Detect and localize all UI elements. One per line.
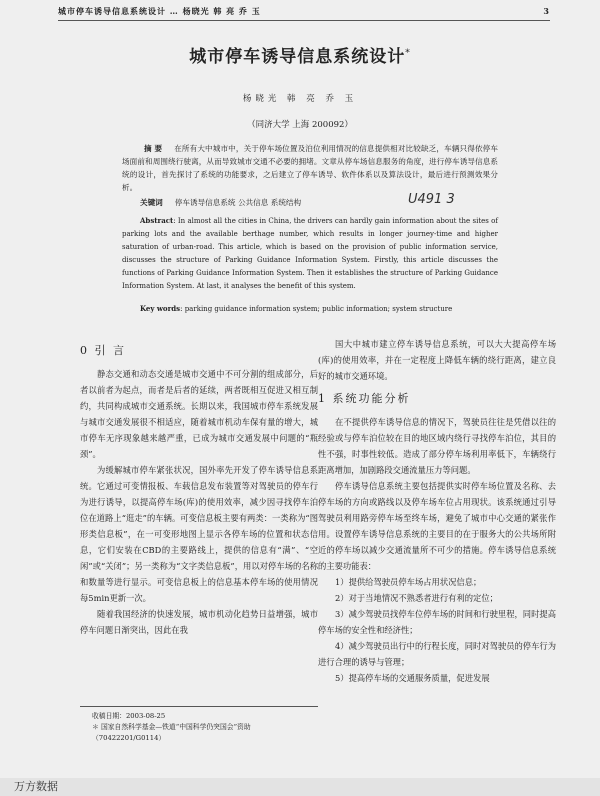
function-list: [318, 574, 556, 686]
running-title: 城市停车诱导信息系统设计 … 杨晓光 韩 亮 乔 玉: [58, 6, 261, 16]
left-column: [80, 336, 318, 638]
abstract-en: Abstract: In almost all the cities in China, the drivers can hardly gain information about the sites of parking lots and the available berthage number, which results in longer journey-time and higher saturation of urban-road. This article, which is based on the provision of public information service, discusses the structure of Parking Guidance Information System. Firstly, this article discusses the functions of Parking Guidance Information System. Then it establishes the structure of Parking Guidance Information System. At last, it analyses the benefit of this system.: [122, 216, 498, 290]
page-number: 3: [543, 6, 550, 16]
abstract-cn-text: 在所有大中城市中，关于停车场位置及泊位利用情况的信息提供相对比较缺乏，车辆只得依停车场面前和周围绕行驶离，从而导致城市交通不必要的拥堵。文章从停车场信息服务的角度，进行停车诱导信息系统的设计，首先探讨了系统的功能要求，之后建立了停车诱导、软件体系以及算法设计，最后进行预测效果分析。: [122, 144, 498, 192]
keywords-en-text: parking guidance information system; public information; system structure: [184, 305, 453, 313]
abstract-en-text: In almost all the cities in China, the drivers can hardly gain information about the sites of parking lots and the available berthage number, which results in longer journey-time and higher saturation of urban-road. This article, which is based on the provision of public information service, discusses the structure of Parking Guidance Information System. Firstly, this article discusses the functions of Parking Guidance Information System. Then it establishes the structure of Parking Guidance Information System. At last, it analyses the benefit of this system.: [122, 217, 498, 290]
right-paragraph-1: 国大中城市建立停车诱导信息系统，可以大大提高停车场(库)的使用效率，并在一定程度上降低车辆的绕行距离，建立良好的城市交通环境。: [318, 339, 556, 381]
footnote: [80, 706, 318, 744]
list-item: 2）对于当地情况不熟悉者进行有利的定位；: [335, 593, 498, 603]
list-item: 1）提供给驾驶员停车场占用状况信息；: [335, 577, 482, 587]
abstract-en-label: Abstract: [140, 216, 174, 225]
keywords-cn-label: 关键词: [140, 198, 163, 207]
watermark-logo: 万方数据: [14, 780, 58, 793]
list-item: 4）减少驾驶员出行中的行程长度，同时对驾驶员的停车行为进行合理的诱导与管理；: [318, 641, 556, 667]
keywords-en: Key words: parking guidance information system; public information; system structure: [140, 304, 453, 313]
abstract-cn: [122, 142, 498, 194]
list-item: 3）减少驾驶员找停车位停车场的时间和行驶里程，同时提高停车场的安全性和经济性；: [318, 609, 556, 635]
keywords-en-label: Key words: [140, 304, 181, 313]
keywords-cn-text: 停车诱导信息系统 公共信息 系统结构: [174, 198, 302, 207]
paper-title-text: 城市停车诱导信息系统设计: [189, 47, 406, 67]
section-1-heading: 1 系统功能分析: [318, 392, 411, 405]
handwritten-classification-note: U491 3: [408, 192, 455, 207]
keywords-cn: [140, 197, 390, 209]
running-header: [58, 6, 550, 21]
section-1-paragraph-2: 停车诱导信息系统主要包括提供实时停车场位置及名称、去停车场的方向或路线以及停车场车位占用现状。该系统通过引导驾驶员利用路旁停车场至终车场，避免了城市中心交通的紧张作用。设置停车诱导信息系统的主要目的在于服务大的公共场所附近的停车场以减少交通流量所不可少的措施。停车诱导信息系统的主要功能表：: [318, 481, 556, 571]
abstract-cn-label: 摘 要: [144, 144, 163, 153]
paper-title: [0, 42, 600, 67]
section-1-paragraph-1: 在不提供停车诱导信息的情况下，驾驶员往往是凭借以往的经验或与停车泊位较在目的地区域内绕行寻找停车泊位，其目的性不强，时事性较低。造成了部分停车场利用率低下，车辆绕行距离增加，加剧路段交通流量压力等问题。: [318, 417, 556, 475]
paper-affiliation: （同济大学 上海 200092）: [247, 120, 353, 130]
section-0-paragraph-2: 为缓解城市停车紧张状况，国外率先开发了停车诱导信息系统。它通过可变情报板、车载信息发布装置等对驾驶员的停车行为进行诱导，以提高停车场(库)的使用效率，减少因寻找停车泊位在道路上“逛走”的车辆。可变信息板主要有两类：一类称为“图形类信息板”，在一可变形地图上显示各停车场的位置和状态信息，它们安装在CBD的主要路线上，提供的信息有“满”、“空闲”或“关闭”；另一类称为“文字类信息板”，用以对停车场的名称和数量等进行显示。可变信息板上的信息基本停车场的使用情况每5min更新一次。: [80, 465, 318, 603]
section-0-paragraph-3: 随着我国经济的快速发展，城市机动化趋势日益增强，城市停车问题日渐突出，因此在我: [80, 609, 318, 635]
section-0-heading: 0 引 言: [80, 344, 126, 357]
footnote-received: 收稿日期：2003-08-25: [92, 712, 166, 720]
footnote-fund: ＊ 国家自然科学基金—铁道“中国科学仍突国会”资助（70422201/G0114）: [92, 723, 251, 742]
title-footnote-mark: *: [405, 48, 411, 59]
paper-authors: 杨晓光 韩 亮 乔 玉: [242, 94, 358, 104]
section-0-paragraph-1: 静态交通和动态交通是城市交通中不可分割的组成部分，后者以前者为起点，而者是后者的延续，两者既相互促进又相互制约，共同构成城市交通系统。长期以来，我国城市停车系统发展与城市交通发展很不相适应，随着城市机动车保有量的增大，城市停车无序现象越来越严重，已成为城市交通发展中问题的“瓶颈”。: [80, 369, 318, 459]
right-column: [318, 336, 556, 686]
list-item: 5）提高停车场的交通服务质量，促进发展: [335, 673, 490, 683]
